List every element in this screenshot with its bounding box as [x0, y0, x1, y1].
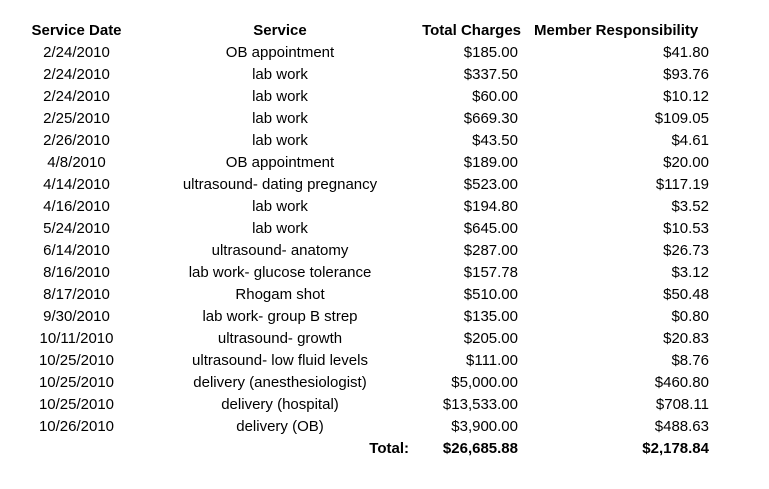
total-charges-cell: $205.00 [463, 330, 518, 347]
service-date-cell: 8/16/2010 [43, 264, 110, 281]
service-date-cell: 4/16/2010 [43, 198, 110, 215]
table-row [0, 372, 769, 394]
total-charges-cell: $189.00 [463, 154, 518, 171]
table-row [0, 174, 769, 196]
service-date-cell: 9/30/2010 [43, 308, 110, 325]
total-charges-cell: $645.00 [463, 220, 518, 237]
service-cell: delivery (hospital) [221, 396, 339, 413]
service-cell: lab work [252, 66, 308, 83]
total-charges-cell: $287.00 [463, 242, 518, 259]
service-cell: Rhogam shot [235, 286, 325, 303]
member-responsibility-cell: $109.05 [654, 110, 709, 127]
table-row [0, 394, 769, 416]
member-responsibility-cell: $20.00 [663, 154, 709, 171]
service-header: Service [253, 22, 307, 39]
service-cell: OB appointment [225, 154, 335, 171]
table-row [0, 350, 769, 372]
service-date-cell: 4/8/2010 [47, 154, 106, 171]
total-charges-cell: $337.50 [463, 66, 518, 83]
service-cell: lab work [252, 198, 308, 215]
member-responsibility-header: Member Responsibility [534, 22, 699, 39]
table-row [0, 306, 769, 328]
service-cell: lab work [252, 110, 308, 127]
service-date-cell: 5/24/2010 [43, 220, 110, 237]
total-charges-cell: $13,533.00 [442, 396, 518, 413]
member-responsibility-cell: $8.76 [671, 352, 709, 369]
service-cell: lab work- group B strep [202, 308, 358, 325]
member-responsibility-cell: $41.80 [663, 44, 709, 61]
service-date-header: Service Date [31, 22, 122, 39]
total-charges-cell: $60.00 [472, 88, 518, 105]
member-responsibility-cell: $26.73 [663, 242, 709, 259]
service-cell: lab work- glucose tolerance [188, 264, 372, 281]
table-row [0, 240, 769, 262]
total-charges-cell: $157.78 [463, 264, 518, 281]
service-date-cell: 2/25/2010 [43, 110, 110, 127]
service-cell: delivery (anesthesiologist) [193, 374, 367, 391]
service-cell: lab work [252, 132, 308, 149]
member-responsibility-cell: $3.52 [671, 198, 709, 215]
total-charges-cell: $669.30 [463, 110, 518, 127]
member-responsibility-cell: $117.19 [655, 176, 709, 193]
table-row [0, 108, 769, 130]
table-row [0, 262, 769, 284]
member-responsibility-cell: $460.80 [654, 374, 709, 391]
member-responsibility-cell: $0.80 [671, 308, 709, 325]
total-charges-value: $26,685.88 [442, 440, 518, 457]
service-date-cell: 2/26/2010 [43, 132, 110, 149]
total-charges-cell: $135.00 [463, 308, 518, 325]
total-charges-cell: $111.00 [466, 352, 518, 369]
total-charges-cell: $510.00 [463, 286, 518, 303]
service-date-cell: 2/24/2010 [43, 66, 110, 83]
service-date-cell: 10/11/2010 [39, 330, 114, 347]
member-responsibility-cell: $10.12 [663, 88, 709, 105]
table-row [0, 42, 769, 64]
service-date-cell: 10/26/2010 [38, 418, 115, 435]
member-responsibility-cell: $20.83 [663, 330, 709, 347]
table-row [0, 130, 769, 152]
service-date-cell: 10/25/2010 [38, 396, 115, 413]
table-row [0, 218, 769, 240]
total-charges-cell: $523.00 [463, 176, 518, 193]
member-responsibility-cell: $93.76 [663, 66, 709, 83]
table-row [0, 196, 769, 218]
table-row [0, 152, 769, 174]
table-row [0, 284, 769, 306]
total-charges-cell: $185.00 [463, 44, 518, 61]
service-date-cell: 6/14/2010 [43, 242, 110, 259]
service-date-cell: 10/25/2010 [38, 352, 115, 369]
table-row [0, 64, 769, 86]
service-cell: lab work [252, 220, 308, 237]
member-responsibility-cell: $708.11 [655, 396, 709, 413]
table-row [0, 328, 769, 350]
total-responsibility-value: $2,178.84 [642, 440, 709, 457]
member-responsibility-cell: $488.63 [654, 418, 709, 435]
member-responsibility-cell: $4.61 [671, 132, 709, 149]
member-responsibility-cell: $3.12 [671, 264, 709, 281]
total-label: Total: [369, 440, 409, 457]
total-charges-cell: $194.80 [463, 198, 518, 215]
total-row [0, 438, 769, 460]
table-row [0, 416, 769, 438]
service-date-cell: 2/24/2010 [43, 44, 110, 61]
service-cell: ultrasound- growth [217, 330, 343, 347]
table-row [0, 86, 769, 108]
total-charges-cell: $43.50 [472, 132, 518, 149]
total-charges-cell: $3,900.00 [451, 418, 518, 435]
header-row [0, 20, 769, 42]
service-cell: ultrasound- anatomy [211, 242, 349, 259]
total-charges-header: Total Charges [422, 22, 521, 39]
service-date-cell: 2/24/2010 [43, 88, 110, 105]
service-cell: lab work [252, 88, 308, 105]
member-responsibility-cell: $50.48 [663, 286, 709, 303]
service-cell: ultrasound- dating pregnancy [182, 176, 378, 193]
service-date-cell: 4/14/2010 [43, 176, 110, 193]
service-cell: OB appointment [225, 44, 335, 61]
total-charges-cell: $5,000.00 [451, 374, 518, 391]
service-date-cell: 8/17/2010 [43, 286, 110, 303]
member-responsibility-cell: $10.53 [663, 220, 709, 237]
service-date-cell: 10/25/2010 [38, 374, 115, 391]
service-cell: ultrasound- low fluid levels [192, 352, 368, 369]
service-cell: delivery (OB) [236, 418, 324, 435]
